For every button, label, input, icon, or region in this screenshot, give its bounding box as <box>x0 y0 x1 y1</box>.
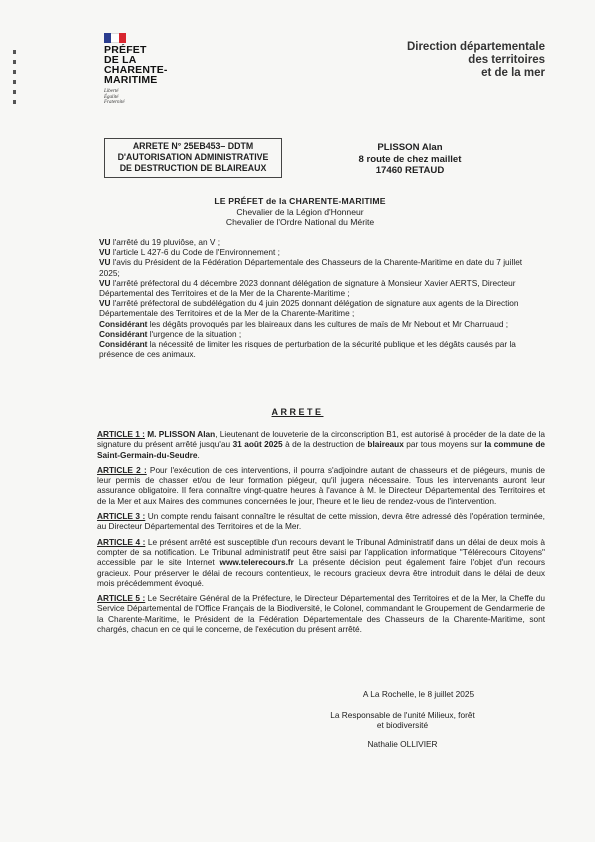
signatory-name: Nathalie OLLIVIER <box>367 738 438 749</box>
issuing-direction: Direction départementale des territoires et de la mer <box>406 41 545 79</box>
arrete-reference-box: ARRETE N° 25EB453– DDTM D'AUTORISATION ADMINISTRATIVE DE DESTRUCTION DE BLAIREAUX <box>104 138 282 178</box>
articles <box>97 429 545 639</box>
scan-margin-marks <box>13 50 19 110</box>
visa-line: Considérant l'urgence de la situation ; <box>99 328 242 339</box>
republic-motto: Liberté Égalité Fraternité <box>104 89 125 105</box>
arrete-title: ARRETE <box>271 407 324 417</box>
visas-list <box>99 237 543 359</box>
recipient-address: PLISSON Alan 8 route de chez maillet 17460 RETAUD <box>358 142 462 176</box>
signature-role: La Responsable de l'unité Milieux, forêt <box>330 709 475 720</box>
logo-line: DE LA <box>104 54 137 66</box>
telerecours-link: www.telerecours.fr <box>219 557 294 568</box>
visa-line: VU l'arrêté préfectoral du 4 décembre 2023 donnant délégation de signature à Monsieur Xavier AERTS, Directeur Départemental des Territoires et de la Mer de la Charente-Maritime ; <box>99 277 516 299</box>
article-3: ARTICLE 3 : Un compte rendu faisant connaître le résultat de cette mission, devra être adressé dès l'opération terminée, au Directeur Départemental des Territoires et de la Mer. <box>97 511 545 532</box>
visa-line: VU l'arrêté préfectoral de subdélégation du 4 juin 2025 donnant délégation de signature aux agents de la Direction Départementale des Territoires et de la Mer de la Charente-Maritime ; <box>99 298 519 319</box>
visa-line: VU l'article L 427-6 du Code de l'Environnement ; <box>99 247 280 258</box>
signature-date: A La Rochelle, le 8 juillet 2025 <box>362 689 475 699</box>
logo-line: PRÉFET <box>104 44 147 56</box>
signature-role: et biodiversité <box>376 720 429 730</box>
logo-line: CHARENTE- <box>104 64 168 76</box>
prefet-logo <box>104 33 184 106</box>
prefet-heading: LE PRÉFET de la CHARENTE-MARITIME Chevalier de la Légion d'Honneur Chevalier de l'Ordre National du Mérite <box>214 196 386 227</box>
visa-line: VU l'avis du Président de la Fédération Départementale des Chasseurs de la Charente-Maritime en date du 7 juillet 2025; <box>99 257 523 278</box>
visa-line: Considérant les dégâts provoqués par les blaireaux dans les cultures de maïs de Mr Nebout et Mr Charruaud ; <box>99 318 509 329</box>
visa-line: VU l'arrêté du 19 pluviôse, an V ; <box>99 237 221 247</box>
signature-block <box>320 689 485 749</box>
article-2: ARTICLE 2 : Pour l'exécution de ces interventions, il pourra s'adjoindre autant de chasseurs et de piégeurs, munis de leur permis de chasser et/ou de leur formation piégeur, qu'il jugera nécessaire. Tous les intervenants auront leur assurance obligatoire. Il fera connaître vingt-quatre heures à l'avance à M. le Directeur Départemental des Territoires et de la Mer et aux Maires des communes concernées le jour, l'heure et le lieu de rendez-vous de l'intervention. <box>97 464 545 506</box>
article-4: ARTICLE 4 : Le présent arrêté est susceptible d'un recours devant le Tribunal Administratif dans un délai de deux mois à compter de sa notification. Le Tribunal administratif peut être saisi par l'application informatique "Télérecours Citoyens" accessible par le site Internet www.telerecours.fr La présente décision peut également faire l'objet d'un recours gracieux. Pour préserver le délai de recours contentieux, le recours gracieux devra être introduit dans le délai de deux mois précédemment évoqué. <box>97 536 546 588</box>
visa-line: Considérant la nécessité de limiter les risques de perturbation de la sécurité publique et les dégâts causés par la présence de ces animaux. <box>99 339 516 360</box>
logo-line: MARITIME <box>104 74 158 86</box>
article-1: ARTICLE 1 : M. PLISSON Alan, Lieutenant de louveterie de la circonscription B1, est autorisé à procéder de la date de la signature du présent arrêté jusqu'au 31 août 2025 à de la destruction de blaireaux par tous moyens sur la commune de Saint-Germain-du-Seudre. <box>97 429 545 460</box>
marianne-flag-icon <box>104 33 126 43</box>
article-5: ARTICLE 5 : Le Secrétaire Général de la Préfecture, le Directeur Départemental des Territoires et de la Mer, la Cheffe du Service Départemental de l'Office Français de la Biodiversité, le Colonel, commandant le Groupement de Gendarmerie de la Charente-Maritime, le Président de la Fédération Départementale des Chasseurs de la Charente-Maritime, sont chargés, chacun en ce qui le concerne, de l'exécution du présent arrêté. <box>97 593 545 635</box>
